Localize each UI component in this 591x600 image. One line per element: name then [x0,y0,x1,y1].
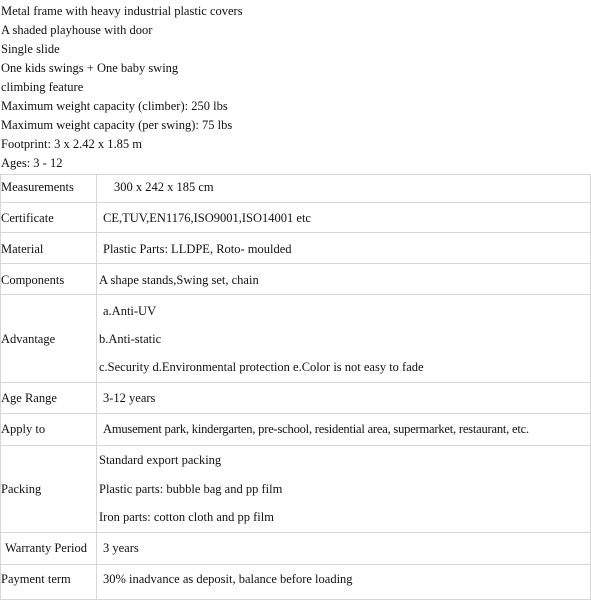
row-label-components: Components [1,273,65,287]
feature-line: Maximum weight capacity (per swing): 75 lbs [1,118,233,132]
feature-line: Single slide [1,42,60,56]
row-value-packing-line: Plastic parts: bubble bag and pp film [99,482,283,496]
row-value-packing-line: Standard export packing [99,453,222,467]
feature-line: A shaded playhouse with door [1,23,153,37]
table-divider [0,174,1,600]
feature-line: climbing feature [1,80,84,94]
row-label-warranty-period: Warranty Period [5,541,87,555]
row-label-advantage: Advantage [1,332,56,346]
table-divider [0,532,591,533]
row-label-payment-term: Payment term [1,572,71,586]
row-value-advantage-line: a.Anti-UV [103,304,157,318]
row-value-age-range: 3-12 years [103,391,156,405]
row-value-apply-to: Amusement park, kindergarten, pre-school, residential area, supermarket, restaurant, etc. [103,422,529,436]
table-divider [0,382,591,383]
table-divider [0,294,591,295]
table-divider [0,445,591,446]
feature-line: Maximum weight capacity (climber): 250 lbs [1,99,228,113]
row-value-packing-line: Iron parts: cotton cloth and pp film [99,510,274,524]
table-divider [0,232,591,233]
row-value-measurements: 300 x 242 x 185 cm [114,180,214,194]
row-label-age-range: Age Range [1,391,57,405]
row-value-certificate: CE,TUV,EN1176,ISO9001,ISO14001 etc [103,211,311,225]
row-label-packing: Packing [1,482,42,496]
table-divider [96,174,97,600]
row-value-advantage-line: c.Security d.Environmental protection e.Color is not easy to fade [99,360,424,374]
row-value-components: A shape stands,Swing set, chain [99,273,259,287]
row-label-material: Material [1,242,44,256]
row-label-apply-to: Apply to [1,422,46,436]
row-value-payment-term: 30% inadvance as deposit, balance before loading [103,572,353,586]
table-divider [0,263,591,264]
row-label-certificate: Certificate [1,211,54,225]
row-value-warranty-period: 3 years [103,541,139,555]
table-divider [0,202,591,203]
table-divider [0,564,591,565]
row-value-advantage-line: b.Anti-static [99,332,162,346]
feature-line: One kids swings + One baby swing [1,61,179,75]
table-divider [0,174,591,175]
spec-table [0,174,591,600]
table-divider [0,413,591,414]
feature-line: Metal frame with heavy industrial plastic covers [1,4,243,18]
feature-line: Ages: 3 - 12 [1,156,63,170]
row-label-measurements: Measurements [1,180,74,194]
row-value-material: Plastic Parts: LLDPE, Roto- moulded [103,242,292,256]
feature-line: Footprint: 3 x 2.42 x 1.85 m [1,137,142,151]
